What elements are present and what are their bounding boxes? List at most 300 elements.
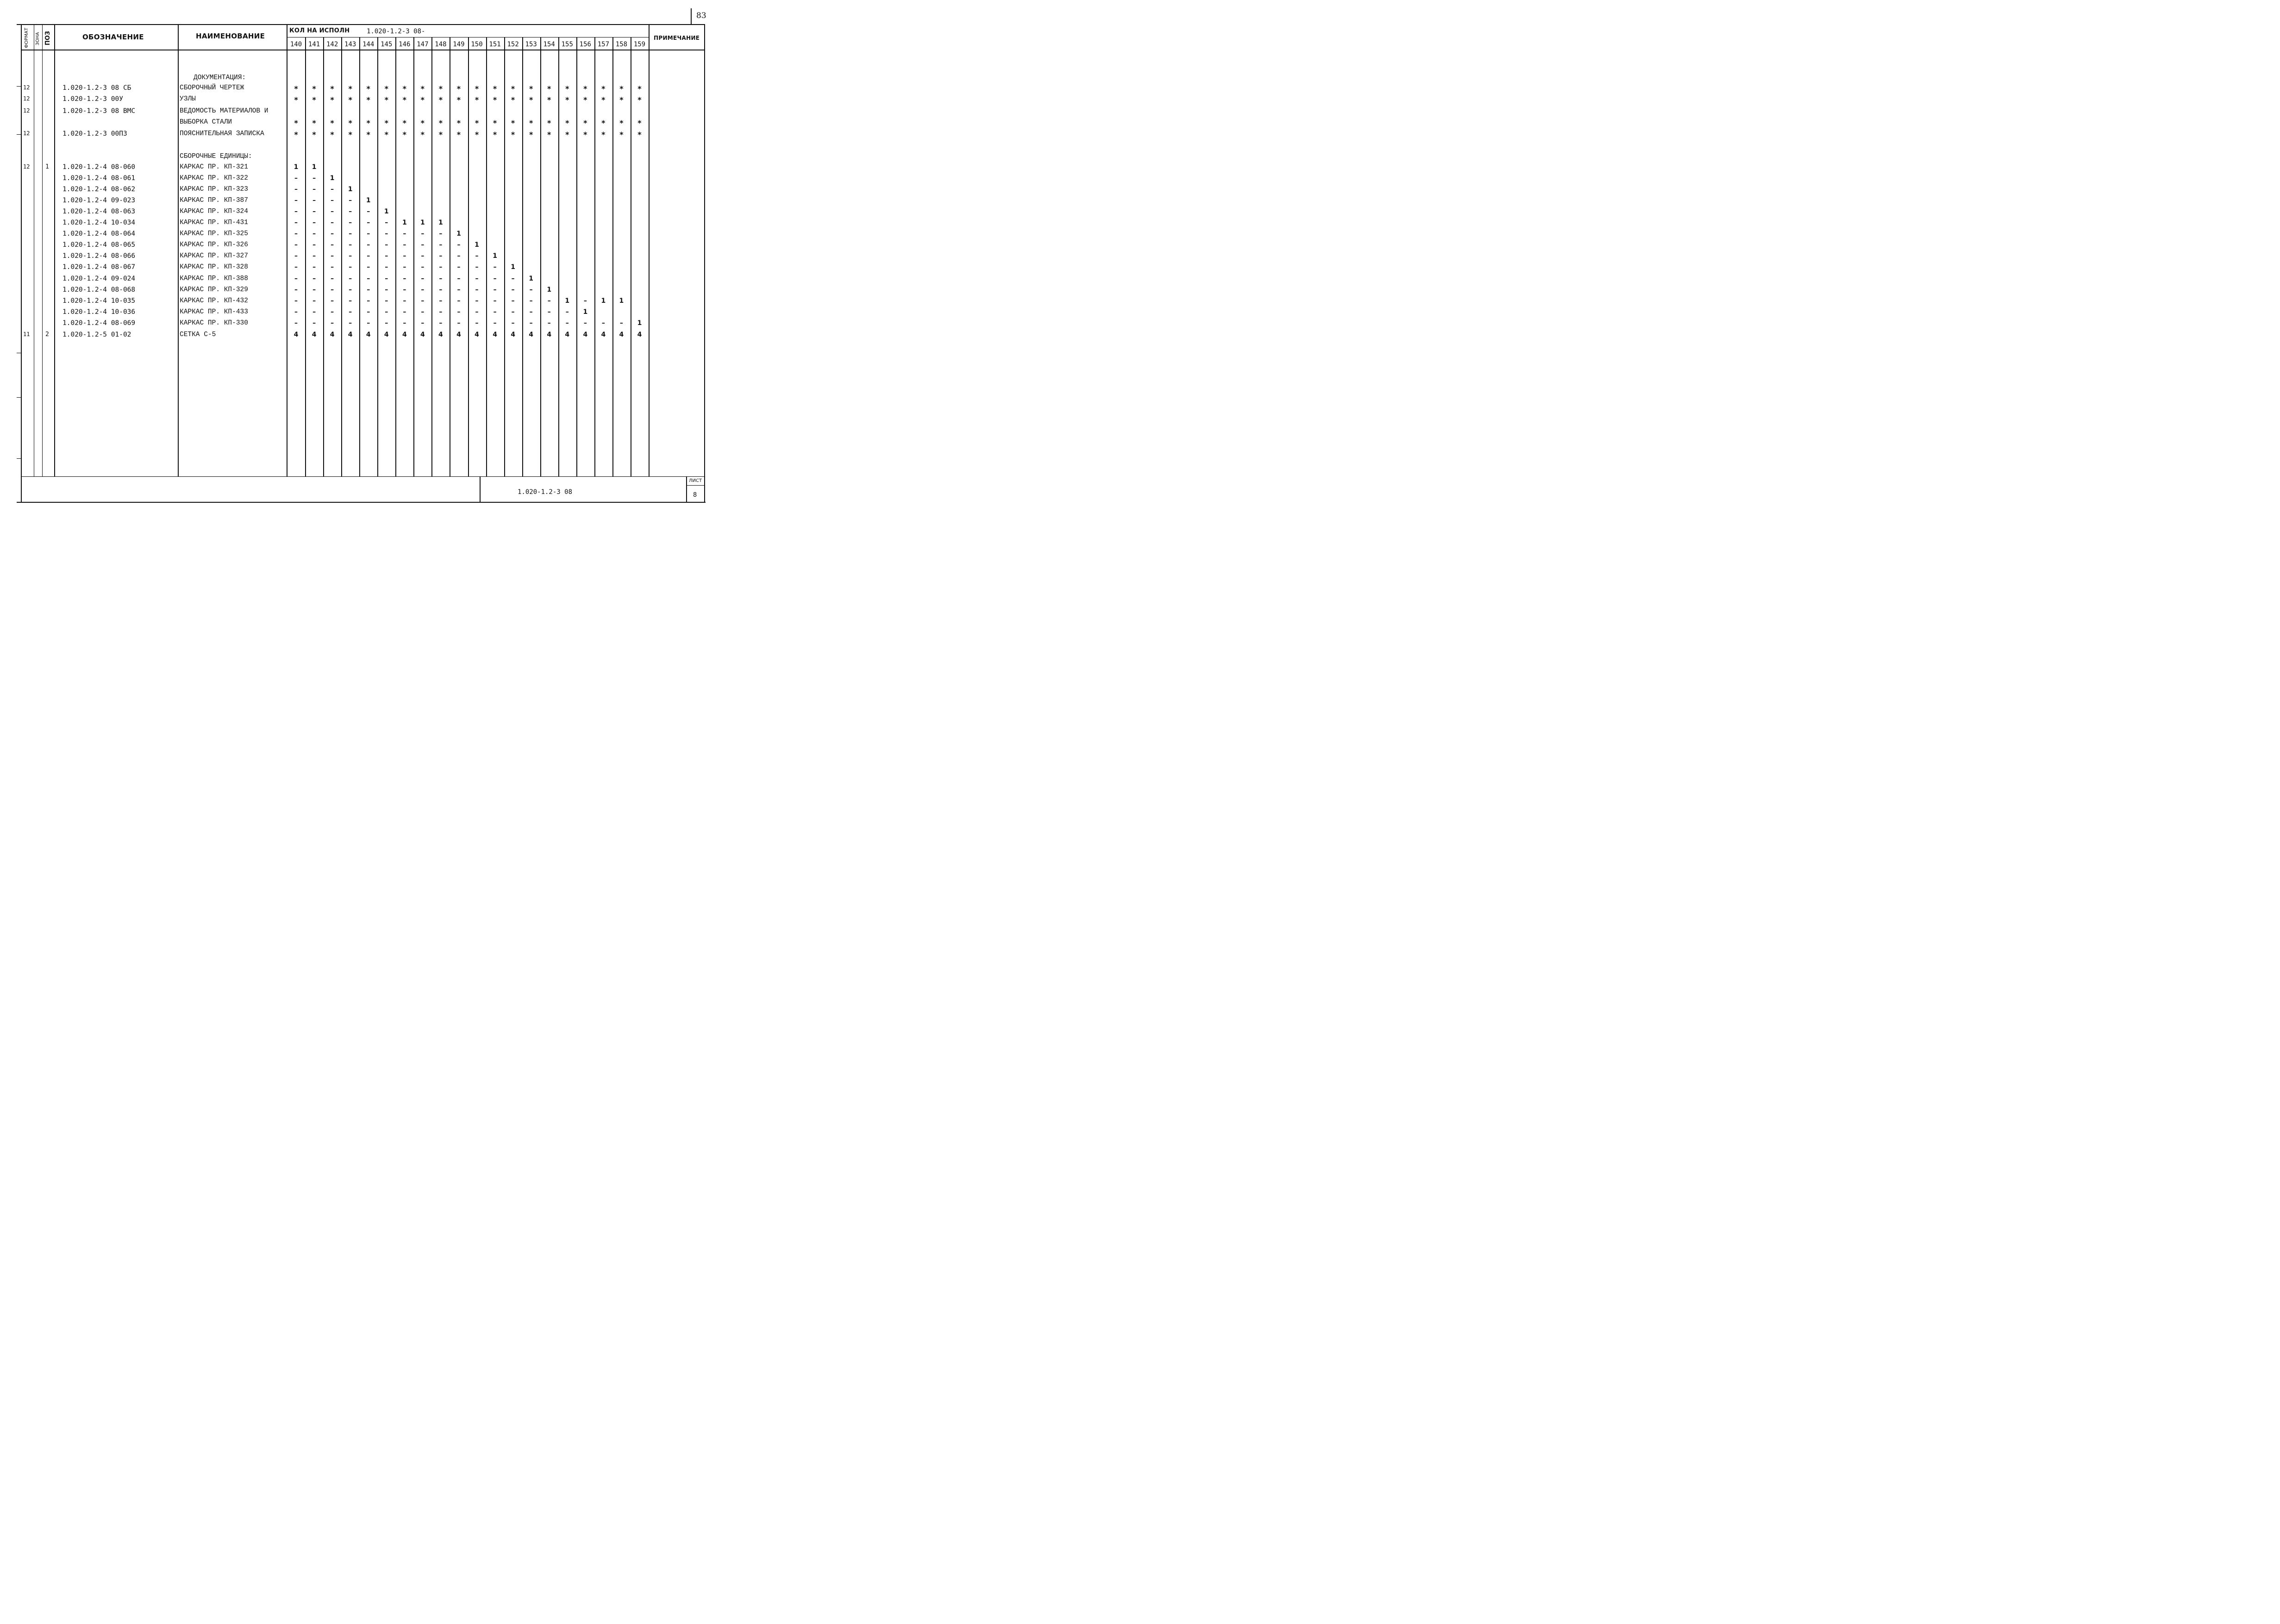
- row-designation: 1.020-1.2-4 08-061: [62, 175, 136, 182]
- variant-header: 154: [543, 41, 555, 48]
- row-name: КАРКАС ПР. КП-388: [180, 275, 248, 282]
- qty-cell: –: [403, 263, 406, 271]
- qty-cell: *: [547, 119, 551, 127]
- qty-cell: –: [349, 208, 352, 215]
- qty-cell: *: [384, 95, 388, 104]
- row-name: КАРКАС ПР. КП-432: [180, 297, 248, 305]
- qty-cell: *: [493, 95, 497, 104]
- qty-cell: *: [294, 130, 298, 139]
- qty-cell: *: [420, 84, 425, 93]
- qty-cell: *: [420, 95, 425, 104]
- qty-cell: –: [529, 308, 533, 316]
- qty-cell: *: [366, 84, 370, 93]
- qty-cell: *: [529, 95, 533, 104]
- qty-cell: *: [348, 84, 352, 93]
- qty-cell: *: [420, 119, 425, 127]
- name-header: НАИМЕНОВАНИЕ: [196, 32, 265, 40]
- qty-cell: –: [565, 319, 569, 327]
- frame-right-line: [704, 24, 705, 503]
- stamp-sheet-divider: [686, 485, 705, 486]
- pos-header: ПОЗ: [44, 31, 51, 45]
- qty-cell: –: [385, 275, 388, 282]
- qty-cell: –: [367, 297, 370, 305]
- qty-cell: *: [511, 84, 515, 93]
- qty-cell: –: [439, 308, 443, 316]
- row-designation: 1.020-1.2-4 08-060: [62, 163, 136, 171]
- qty-cell: –: [511, 275, 515, 282]
- qty-cell: –: [493, 286, 497, 294]
- qty-cell: 1: [529, 275, 534, 282]
- qty-cell: –: [331, 208, 334, 215]
- qty-cell: –: [367, 286, 370, 294]
- qty-cell: –: [475, 319, 479, 327]
- qty-cell: *: [366, 119, 370, 127]
- qty-cell: –: [349, 297, 352, 305]
- qty-cell: 1: [511, 263, 515, 271]
- row-name: КАРКАС ПР. КП-431: [180, 219, 248, 226]
- qty-cell: –: [403, 252, 406, 260]
- sheet-number: 8: [693, 492, 697, 499]
- row-name: СБОРОЧНЫЙ ЧЕРТЕЖ: [180, 84, 244, 92]
- row-designation: 1.020-1.2-4 08-068: [62, 286, 136, 294]
- qty-cell: –: [421, 241, 425, 249]
- qty-cell: –: [367, 241, 370, 249]
- qty-cell: –: [403, 275, 406, 282]
- qty-cell: –: [312, 208, 316, 215]
- qty-cell: *: [294, 84, 298, 93]
- row-format: 12: [23, 84, 30, 91]
- qty-cell: –: [331, 275, 334, 282]
- qty-cell: –: [493, 319, 497, 327]
- qty-cell: –: [511, 297, 515, 305]
- qty-cell: *: [348, 130, 352, 139]
- qty-cell: –: [331, 197, 334, 204]
- qty-cell: –: [601, 319, 605, 327]
- variant-header: 155: [561, 41, 573, 48]
- row-name: КАРКАС ПР. КП-330: [180, 319, 248, 327]
- qty-cell: –: [367, 263, 370, 271]
- qty-cell: –: [312, 219, 316, 226]
- qty-cell: –: [421, 230, 425, 237]
- qty-cell: –: [331, 252, 334, 260]
- stamp-sheet-line: [686, 476, 687, 503]
- qty-cell: –: [403, 286, 406, 294]
- qty-cell: –: [475, 252, 479, 260]
- qty-cell: –: [475, 286, 479, 294]
- qty-cell: 1: [493, 252, 497, 260]
- qty-cell: *: [438, 84, 443, 93]
- row-name: КАРКАС ПР. КП-325: [180, 230, 248, 237]
- qty-cell: –: [331, 241, 334, 249]
- qty-cell: *: [565, 95, 569, 104]
- row-designation: 1.020-1.2-3 08 ВМС: [62, 107, 136, 115]
- qty-cell: 4: [475, 331, 479, 338]
- qty-cell: 1: [348, 186, 353, 193]
- frame-left-line: [21, 24, 22, 503]
- variant-header: 158: [615, 41, 628, 48]
- qty-cell: –: [511, 308, 515, 316]
- qty-cell: –: [421, 308, 425, 316]
- qty-cell: –: [547, 308, 551, 316]
- qty-cell: *: [402, 130, 406, 139]
- qty-cell: –: [312, 175, 316, 182]
- variant-header: 152: [507, 41, 519, 48]
- qty-cell: *: [547, 95, 551, 104]
- variant-header: 142: [326, 41, 338, 48]
- qty-cell: *: [565, 119, 569, 127]
- row-name: КАРКАС ПР. КП-387: [180, 197, 248, 204]
- qty-cell: –: [294, 286, 298, 294]
- frame-bottom-line: [17, 502, 706, 503]
- qty-cell: 4: [601, 331, 606, 338]
- qty-cell: –: [421, 286, 425, 294]
- qty-header: КОЛ НА ИСПОЛН: [289, 27, 350, 34]
- qty-cell: –: [294, 319, 298, 327]
- qty-cell: 1: [475, 241, 479, 249]
- qty-cell: 4: [348, 331, 353, 338]
- col-line-note: [649, 24, 650, 477]
- qty-cell: –: [294, 308, 298, 316]
- row-name: КАРКАС ПР. КП-321: [180, 163, 248, 171]
- variant-header: 153: [525, 41, 537, 48]
- qty-cell: –: [312, 263, 316, 271]
- corner-number: 83: [696, 11, 706, 20]
- variant-header: 159: [633, 41, 646, 48]
- qty-cell: *: [619, 119, 624, 127]
- qty-cell: –: [493, 308, 497, 316]
- qty-cell: –: [421, 252, 425, 260]
- qty-cell: *: [637, 130, 642, 139]
- qty-cell: –: [547, 319, 551, 327]
- row-name: ПОЯСНИТЕЛЬНАЯ ЗАПИСКА: [180, 130, 264, 137]
- qty-cell: 1: [312, 163, 317, 171]
- docs-section-title: ДОКУМЕНТАЦИЯ:: [194, 74, 246, 81]
- qty-cell: *: [511, 119, 515, 127]
- qty-cell: –: [475, 308, 479, 316]
- qty-cell: *: [438, 119, 443, 127]
- qty-cell: 4: [312, 331, 317, 338]
- qty-cell: 4: [493, 331, 497, 338]
- row-name: СЕТКА С-5: [180, 331, 216, 338]
- qty-cell: *: [402, 119, 406, 127]
- qty-cell: *: [547, 130, 551, 139]
- qty-cell: –: [312, 308, 316, 316]
- variant-header: 149: [453, 41, 465, 48]
- qty-cell: *: [475, 119, 479, 127]
- qty-cell: –: [493, 263, 497, 271]
- qty-cell: *: [456, 95, 461, 104]
- stamp-left-line: [480, 476, 481, 503]
- qty-cell: 4: [583, 331, 588, 338]
- qty-cell: –: [294, 230, 298, 237]
- qty-cell: *: [493, 130, 497, 139]
- variant-header: 144: [362, 41, 375, 48]
- row-position: 1: [45, 163, 49, 170]
- qty-cell: *: [330, 95, 334, 104]
- qty-cell: 1: [547, 286, 552, 294]
- qty-cell: –: [385, 263, 388, 271]
- qty-cell: –: [403, 308, 406, 316]
- qty-cell: *: [348, 119, 352, 127]
- variant-header: 141: [308, 41, 320, 48]
- qty-cell: *: [583, 84, 587, 93]
- qty-cell: –: [385, 286, 388, 294]
- qty-cell: –: [294, 219, 298, 226]
- qty-cell: –: [565, 308, 569, 316]
- qty-cell: *: [601, 95, 606, 104]
- qty-cell: –: [294, 208, 298, 215]
- qty-cell: 4: [366, 331, 371, 338]
- qty-cell: –: [529, 319, 533, 327]
- qty-cell: –: [457, 275, 461, 282]
- row-designation: 1.020-1.2-4 08-067: [62, 263, 136, 271]
- qty-cell: *: [637, 95, 642, 104]
- qty-cell: –: [583, 297, 587, 305]
- qty-cell: –: [529, 297, 533, 305]
- qty-cell: –: [403, 241, 406, 249]
- qty-cell: 4: [294, 331, 299, 338]
- qty-cell: *: [637, 84, 642, 93]
- row-designation: 1.020-1.2-4 10-036: [62, 308, 136, 316]
- qty-cell: *: [565, 130, 569, 139]
- row-designation: 1.020-1.2-4 08-069: [62, 319, 136, 327]
- qty-cell: 1: [366, 197, 371, 204]
- variant-header: 143: [344, 41, 356, 48]
- qty-cell: –: [367, 252, 370, 260]
- qty-cell: *: [493, 84, 497, 93]
- row-designation: 1.020-1.2-4 09-023: [62, 197, 136, 204]
- qty-cell: –: [331, 219, 334, 226]
- qty-cell: –: [385, 297, 388, 305]
- qty-cell: –: [312, 241, 316, 249]
- qty-cell: –: [331, 263, 334, 271]
- qty-cell: 4: [619, 331, 624, 338]
- qty-cell: *: [583, 119, 587, 127]
- qty-cell: –: [457, 263, 461, 271]
- row-name: КАРКАС ПР. КП-329: [180, 286, 248, 294]
- qty-cell: 4: [384, 331, 389, 338]
- qty-cell: –: [547, 297, 551, 305]
- qty-cell: 4: [565, 331, 570, 338]
- frame-top-line: [17, 24, 705, 25]
- qty-cell: –: [421, 275, 425, 282]
- qty-cell: –: [349, 219, 352, 226]
- qty-cell: –: [331, 297, 334, 305]
- qty-cell: –: [294, 175, 298, 182]
- qty-cell: *: [475, 95, 479, 104]
- qty-cell: –: [312, 252, 316, 260]
- row-format: 12: [23, 107, 30, 114]
- qty-cell: –: [439, 241, 443, 249]
- qty-cell: *: [493, 119, 497, 127]
- qty-cell: –: [349, 252, 352, 260]
- qty-cell: *: [438, 95, 443, 104]
- col-line-name: [178, 24, 179, 477]
- row-designation: 1.020-1.2-4 08-064: [62, 230, 136, 237]
- row-designation: 1.020-1.2-4 08-065: [62, 241, 136, 249]
- qty-cell: –: [367, 230, 370, 237]
- corner-tick: [691, 8, 692, 24]
- qty-cell: *: [312, 119, 316, 127]
- qty-cell: 4: [547, 331, 552, 338]
- qty-cell: –: [457, 319, 461, 327]
- row-name: КАРКАС ПР. КП-324: [180, 208, 248, 215]
- qty-cell: –: [331, 308, 334, 316]
- qty-cell: *: [583, 95, 587, 104]
- qty-cell: *: [475, 130, 479, 139]
- col-line-designation: [54, 24, 55, 477]
- qty-cell: *: [619, 95, 624, 104]
- qty-cell: *: [294, 95, 298, 104]
- variant-header: 156: [579, 41, 591, 48]
- qty-cell: *: [456, 130, 461, 139]
- qty-cell: –: [294, 197, 298, 204]
- qty-cell: 4: [529, 331, 534, 338]
- qty-cell: 1: [420, 219, 425, 226]
- qty-header-code: 1.020-1.2-3 08-: [367, 28, 425, 35]
- variant-header: 146: [399, 41, 411, 48]
- qty-cell: *: [366, 130, 370, 139]
- qty-cell: –: [529, 286, 533, 294]
- row-format: 11: [23, 331, 30, 337]
- qty-cell: –: [511, 286, 515, 294]
- qty-cell: –: [475, 297, 479, 305]
- qty-cell: *: [511, 130, 515, 139]
- qty-cell: –: [312, 197, 316, 204]
- qty-cell: *: [583, 130, 587, 139]
- qty-cell: *: [330, 130, 334, 139]
- margin-tick: [17, 458, 21, 459]
- variant-header: 145: [381, 41, 393, 48]
- qty-cell: –: [331, 286, 334, 294]
- qty-cell: 1: [583, 308, 588, 316]
- variant-header: 147: [417, 41, 429, 48]
- variant-header: 148: [435, 41, 447, 48]
- qty-cell: –: [367, 275, 370, 282]
- units-section-title: СБОРОЧНЫЕ ЕДИНИЦЫ:: [180, 153, 252, 160]
- designation-header: ОБОЗНАЧЕНИЕ: [82, 33, 144, 41]
- qty-cell: 4: [420, 331, 425, 338]
- qty-cell: –: [475, 263, 479, 271]
- qty-cell: –: [439, 230, 443, 237]
- qty-cell: 1: [619, 297, 624, 305]
- qty-cell: *: [384, 84, 388, 93]
- qty-cell: –: [385, 230, 388, 237]
- qty-cell: *: [475, 84, 479, 93]
- row-name: КАРКАС ПР. КП-326: [180, 241, 248, 249]
- qty-cell: –: [583, 319, 587, 327]
- qty-cell: *: [637, 119, 642, 127]
- variant-header: 150: [471, 41, 483, 48]
- variant-header: 151: [489, 41, 501, 48]
- qty-cell: *: [330, 84, 334, 93]
- row-designation: 1.020-1.2-4 08-063: [62, 208, 136, 215]
- qty-cell: *: [547, 84, 551, 93]
- qty-cell: –: [457, 286, 461, 294]
- qty-cell: 1: [637, 319, 642, 327]
- qty-cell: –: [421, 297, 425, 305]
- qty-cell: 1: [601, 297, 606, 305]
- qty-cell: *: [402, 84, 406, 93]
- qty-cell: –: [439, 297, 443, 305]
- qty-cell: –: [312, 286, 316, 294]
- qty-cell: *: [420, 130, 425, 139]
- qty-cell: –: [385, 241, 388, 249]
- qty-cell: –: [294, 297, 298, 305]
- qty-cell: –: [349, 319, 352, 327]
- qty-cell: –: [312, 319, 316, 327]
- qty-cell: *: [601, 130, 606, 139]
- qty-cell: –: [367, 319, 370, 327]
- row-designation: 1.020-1.2-4 10-034: [62, 219, 136, 226]
- qty-cell: –: [294, 252, 298, 260]
- qty-cell: –: [294, 275, 298, 282]
- qty-cell: –: [294, 186, 298, 193]
- qty-cell: 1: [565, 297, 570, 305]
- qty-cell: –: [421, 319, 425, 327]
- row-designation: 1.020-1.2-4 08-062: [62, 186, 136, 193]
- qty-cell: –: [619, 319, 623, 327]
- row-format: 12: [23, 163, 30, 170]
- col-line-pos: [42, 24, 43, 477]
- row-designation: 1.020-1.2-3 08 СБ: [62, 84, 131, 92]
- qty-cell: *: [456, 119, 461, 127]
- qty-cell: 4: [330, 331, 335, 338]
- qty-cell: –: [385, 252, 388, 260]
- qty-cell: –: [331, 186, 334, 193]
- qty-cell: –: [457, 241, 461, 249]
- qty-cell: –: [439, 252, 443, 260]
- table-bottom-line: [21, 476, 705, 477]
- qty-cell: –: [457, 297, 461, 305]
- qty-cell: –: [349, 263, 352, 271]
- qty-cell: 1: [402, 219, 407, 226]
- row-designation: 1.020-1.2-5 01-02: [62, 331, 131, 338]
- qty-cell: –: [439, 286, 443, 294]
- qty-cell: –: [421, 263, 425, 271]
- margin-tick: [17, 134, 21, 135]
- variant-header: 157: [597, 41, 610, 48]
- qty-cell: –: [331, 319, 334, 327]
- qty-cell: –: [312, 297, 316, 305]
- stamp-doc-code: 1.020-1.2-3 08: [518, 488, 573, 496]
- qty-cell: –: [385, 219, 388, 226]
- qty-cell: –: [349, 197, 352, 204]
- qty-cell: –: [493, 297, 497, 305]
- qty-cell: *: [312, 130, 316, 139]
- qty-cell: –: [475, 275, 479, 282]
- row-format: 12: [23, 130, 30, 137]
- qty-cell: *: [619, 130, 624, 139]
- qty-cell: –: [367, 219, 370, 226]
- qty-cell: 1: [456, 230, 461, 237]
- qty-cell: –: [349, 241, 352, 249]
- qty-cell: *: [312, 84, 316, 93]
- qty-cell: –: [403, 297, 406, 305]
- qty-cell: –: [349, 308, 352, 316]
- qty-cell: *: [529, 119, 533, 127]
- qty-cell: –: [457, 308, 461, 316]
- qty-cell: 1: [294, 163, 299, 171]
- qty-cell: *: [366, 95, 370, 104]
- qty-cell: *: [456, 84, 461, 93]
- qty-cell: 4: [511, 331, 515, 338]
- qty-cell: –: [439, 263, 443, 271]
- qty-cell: 1: [384, 208, 389, 215]
- qty-cell: *: [601, 119, 606, 127]
- row-designation: 1.020-1.2-3 00У: [62, 95, 123, 103]
- qty-cell: –: [493, 275, 497, 282]
